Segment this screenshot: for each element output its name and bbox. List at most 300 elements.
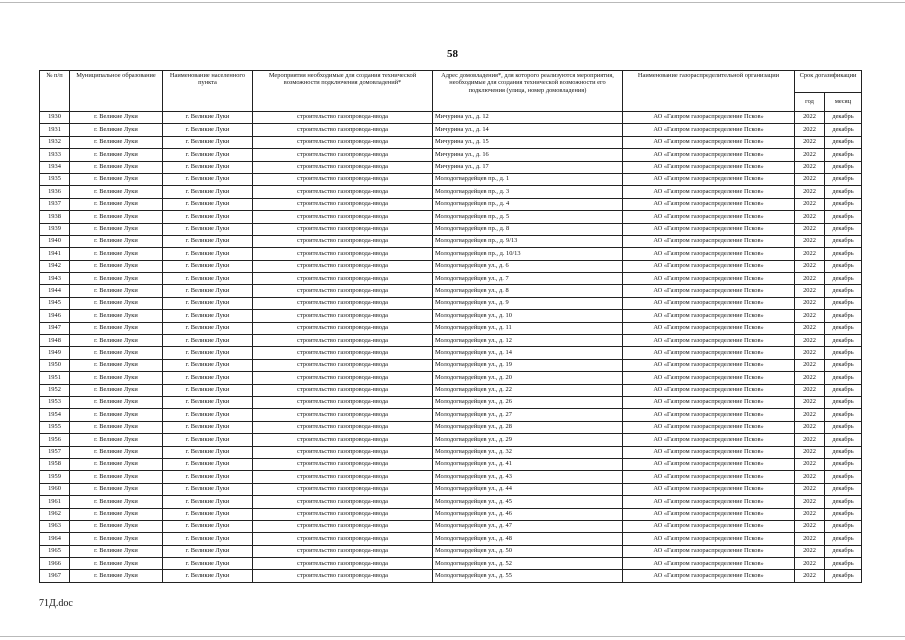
cell-organization: АО «Газпром газораспределение Псков»: [623, 396, 795, 408]
cell-month: декабрь: [825, 310, 862, 322]
cell-num: 1959: [40, 471, 70, 483]
cell-address: Молодогвардейцев ул., д. 26: [433, 396, 623, 408]
cell-locality: г. Великие Луки: [163, 285, 253, 297]
cell-activity: строительство газопровода-ввода: [253, 558, 433, 570]
cell-municipality: г. Великие Луки: [70, 483, 163, 495]
cell-municipality: г. Великие Луки: [70, 533, 163, 545]
cell-municipality: г. Великие Луки: [70, 112, 163, 124]
cell-year: 2022: [795, 235, 825, 247]
scan-artifact-top: [0, 2, 905, 3]
cell-address: Молодогвардейцев пр., д. 3: [433, 186, 623, 198]
cell-num: 1960: [40, 483, 70, 495]
file-name-footer: 71Д.doc: [39, 598, 73, 609]
cell-municipality: г. Великие Луки: [70, 347, 163, 359]
cell-locality: г. Великие Луки: [163, 558, 253, 570]
cell-organization: АО «Газпром газораспределение Псков»: [623, 458, 795, 470]
cell-year: 2022: [795, 359, 825, 371]
cell-year: 2022: [795, 533, 825, 545]
cell-municipality: г. Великие Луки: [70, 545, 163, 557]
table-row: [40, 211, 862, 223]
cell-organization: АО «Газпром газораспределение Псков»: [623, 186, 795, 198]
cell-locality: г. Великие Луки: [163, 496, 253, 508]
cell-address: Молодогвардейцев ул., д. 12: [433, 335, 623, 347]
cell-organization: АО «Газпром газораспределение Псков»: [623, 248, 795, 260]
cell-municipality: г. Великие Луки: [70, 372, 163, 384]
cell-address: Молодогвардейцев ул., д. 6: [433, 260, 623, 272]
cell-municipality: г. Великие Луки: [70, 570, 163, 582]
cell-address: Молодогвардейцев ул., д. 50: [433, 545, 623, 557]
table-row: [40, 112, 862, 124]
cell-year: 2022: [795, 409, 825, 421]
cell-locality: г. Великие Луки: [163, 508, 253, 520]
cell-activity: строительство газопровода-ввода: [253, 458, 433, 470]
cell-municipality: г. Великие Луки: [70, 149, 163, 161]
table-row: [40, 248, 862, 260]
cell-activity: строительство газопровода-ввода: [253, 322, 433, 334]
cell-address: Молодогвардейцев ул., д. 9: [433, 297, 623, 309]
cell-month: декабрь: [825, 421, 862, 433]
table-header: [40, 71, 862, 112]
cell-month: декабрь: [825, 285, 862, 297]
cell-num: 1947: [40, 322, 70, 334]
cell-locality: г. Великие Луки: [163, 124, 253, 136]
cell-num: 1949: [40, 347, 70, 359]
header-deadline: Срок догазификации: [795, 71, 862, 93]
cell-activity: строительство газопровода-ввода: [253, 235, 433, 247]
cell-year: 2022: [795, 173, 825, 185]
cell-year: 2022: [795, 223, 825, 235]
table-row: [40, 310, 862, 322]
table-row: [40, 124, 862, 136]
cell-organization: АО «Газпром газораспределение Псков»: [623, 260, 795, 272]
cell-year: 2022: [795, 347, 825, 359]
cell-activity: строительство газопровода-ввода: [253, 434, 433, 446]
cell-locality: г. Великие Луки: [163, 136, 253, 148]
cell-address: Молодогвардейцев пр., д. 1: [433, 173, 623, 185]
cell-organization: АО «Газпром газораспределение Псков»: [623, 112, 795, 124]
table-row: [40, 558, 862, 570]
cell-locality: г. Великие Луки: [163, 161, 253, 173]
table-row: [40, 421, 862, 433]
cell-year: 2022: [795, 496, 825, 508]
cell-municipality: г. Великие Луки: [70, 186, 163, 198]
cell-municipality: г. Великие Луки: [70, 409, 163, 421]
cell-num: 1946: [40, 310, 70, 322]
cell-address: Мичурина ул., д. 16: [433, 149, 623, 161]
cell-organization: АО «Газпром газораспределение Псков»: [623, 211, 795, 223]
table-row: [40, 520, 862, 532]
cell-year: 2022: [795, 273, 825, 285]
cell-municipality: г. Великие Луки: [70, 235, 163, 247]
cell-municipality: г. Великие Луки: [70, 520, 163, 532]
cell-num: 1956: [40, 434, 70, 446]
cell-municipality: г. Великие Луки: [70, 297, 163, 309]
cell-num: 1939: [40, 223, 70, 235]
cell-municipality: г. Великие Луки: [70, 384, 163, 396]
cell-address: Молодогвардейцев ул., д. 27: [433, 409, 623, 421]
cell-year: 2022: [795, 396, 825, 408]
cell-municipality: г. Великие Луки: [70, 173, 163, 185]
cell-num: 1940: [40, 235, 70, 247]
cell-num: 1957: [40, 446, 70, 458]
table-row: [40, 359, 862, 371]
cell-year: 2022: [795, 161, 825, 173]
cell-month: декабрь: [825, 112, 862, 124]
cell-organization: АО «Газпром газораспределение Псков»: [623, 297, 795, 309]
table-row: [40, 533, 862, 545]
cell-num: 1934: [40, 161, 70, 173]
cell-activity: строительство газопровода-ввода: [253, 124, 433, 136]
cell-address: Мичурина ул., д. 14: [433, 124, 623, 136]
cell-locality: г. Великие Луки: [163, 446, 253, 458]
cell-locality: г. Великие Луки: [163, 223, 253, 235]
cell-locality: г. Великие Луки: [163, 173, 253, 185]
header-locality: Наименование населенного пункта: [163, 71, 253, 112]
cell-organization: АО «Газпром газораспределение Псков»: [623, 471, 795, 483]
cell-municipality: г. Великие Луки: [70, 285, 163, 297]
cell-month: декабрь: [825, 248, 862, 260]
header-month: месяц: [825, 93, 862, 112]
cell-year: 2022: [795, 186, 825, 198]
cell-activity: строительство газопровода-ввода: [253, 372, 433, 384]
table-row: [40, 285, 862, 297]
cell-month: декабрь: [825, 446, 862, 458]
cell-year: 2022: [795, 149, 825, 161]
cell-locality: г. Великие Луки: [163, 483, 253, 495]
cell-municipality: г. Великие Луки: [70, 273, 163, 285]
cell-address: Молодогвардейцев ул., д. 7: [433, 273, 623, 285]
cell-month: декабрь: [825, 545, 862, 557]
cell-municipality: г. Великие Луки: [70, 223, 163, 235]
cell-activity: строительство газопровода-ввода: [253, 396, 433, 408]
cell-num: 1951: [40, 372, 70, 384]
cell-year: 2022: [795, 248, 825, 260]
cell-locality: г. Великие Луки: [163, 248, 253, 260]
cell-address: Молодогвардейцев ул., д. 43: [433, 471, 623, 483]
cell-activity: строительство газопровода-ввода: [253, 149, 433, 161]
cell-municipality: г. Великие Луки: [70, 458, 163, 470]
cell-activity: строительство газопровода-ввода: [253, 496, 433, 508]
cell-locality: г. Великие Луки: [163, 310, 253, 322]
table-row: [40, 471, 862, 483]
cell-month: декабрь: [825, 235, 862, 247]
cell-activity: строительство газопровода-ввода: [253, 211, 433, 223]
cell-activity: строительство газопровода-ввода: [253, 421, 433, 433]
cell-locality: г. Великие Луки: [163, 458, 253, 470]
cell-num: 1941: [40, 248, 70, 260]
cell-municipality: г. Великие Луки: [70, 446, 163, 458]
cell-municipality: г. Великие Луки: [70, 260, 163, 272]
cell-month: декабрь: [825, 372, 862, 384]
cell-num: 1965: [40, 545, 70, 557]
cell-organization: АО «Газпром газораспределение Псков»: [623, 149, 795, 161]
table-row: [40, 186, 862, 198]
cell-address: Молодогвардейцев ул., д. 45: [433, 496, 623, 508]
cell-num: 1958: [40, 458, 70, 470]
cell-activity: строительство газопровода-ввода: [253, 136, 433, 148]
cell-locality: г. Великие Луки: [163, 471, 253, 483]
cell-year: 2022: [795, 508, 825, 520]
cell-address: Молодогвардейцев пр., д. 10/13: [433, 248, 623, 260]
cell-organization: АО «Газпром газораспределение Псков»: [623, 285, 795, 297]
cell-municipality: г. Великие Луки: [70, 198, 163, 210]
table-row: [40, 198, 862, 210]
table-row: [40, 409, 862, 421]
cell-organization: АО «Газпром газораспределение Псков»: [623, 533, 795, 545]
cell-num: 1948: [40, 335, 70, 347]
cell-activity: строительство газопровода-ввода: [253, 223, 433, 235]
table-row: [40, 570, 862, 582]
cell-address: Молодогвардейцев ул., д. 47: [433, 520, 623, 532]
cell-num: 1933: [40, 149, 70, 161]
cell-address: Мичурина ул., д. 15: [433, 136, 623, 148]
cell-year: 2022: [795, 335, 825, 347]
cell-month: декабрь: [825, 483, 862, 495]
cell-month: декабрь: [825, 136, 862, 148]
header-municipality: Муниципальное образование: [70, 71, 163, 112]
cell-month: декабрь: [825, 335, 862, 347]
table-row: [40, 136, 862, 148]
cell-activity: строительство газопровода-ввода: [253, 570, 433, 582]
cell-locality: г. Великие Луки: [163, 533, 253, 545]
cell-month: декабрь: [825, 409, 862, 421]
cell-locality: г. Великие Луки: [163, 235, 253, 247]
table-row: [40, 322, 862, 334]
cell-month: декабрь: [825, 223, 862, 235]
gasification-table: [39, 70, 862, 583]
cell-num: 1967: [40, 570, 70, 582]
cell-address: Молодогвардейцев ул., д. 19: [433, 359, 623, 371]
table-row: [40, 335, 862, 347]
cell-num: 1962: [40, 508, 70, 520]
cell-locality: г. Великие Луки: [163, 322, 253, 334]
cell-locality: г. Великие Луки: [163, 520, 253, 532]
cell-locality: г. Великие Луки: [163, 409, 253, 421]
cell-year: 2022: [795, 297, 825, 309]
cell-num: 1961: [40, 496, 70, 508]
cell-num: 1936: [40, 186, 70, 198]
cell-year: 2022: [795, 446, 825, 458]
cell-year: 2022: [795, 471, 825, 483]
cell-activity: строительство газопровода-ввода: [253, 173, 433, 185]
table-row: [40, 384, 862, 396]
cell-organization: АО «Газпром газораспределение Псков»: [623, 273, 795, 285]
cell-num: 1944: [40, 285, 70, 297]
cell-month: декабрь: [825, 471, 862, 483]
cell-year: 2022: [795, 260, 825, 272]
cell-address: Молодогвардейцев ул., д. 28: [433, 421, 623, 433]
table-container: [39, 70, 862, 583]
header-activity: Мероприятия необходимые для создания технической возможности подключения домовладений*: [253, 71, 433, 112]
table-row: [40, 372, 862, 384]
table-row: [40, 483, 862, 495]
cell-year: 2022: [795, 198, 825, 210]
cell-address: Молодогвардейцев ул., д. 29: [433, 434, 623, 446]
cell-year: 2022: [795, 112, 825, 124]
cell-activity: строительство газопровода-ввода: [253, 471, 433, 483]
cell-locality: г. Великие Луки: [163, 260, 253, 272]
cell-activity: строительство газопровода-ввода: [253, 384, 433, 396]
cell-month: декабрь: [825, 273, 862, 285]
cell-locality: г. Великие Луки: [163, 570, 253, 582]
cell-locality: г. Великие Луки: [163, 112, 253, 124]
cell-municipality: г. Великие Луки: [70, 496, 163, 508]
table-row: [40, 446, 862, 458]
cell-num: 1955: [40, 421, 70, 433]
cell-organization: АО «Газпром газораспределение Псков»: [623, 421, 795, 433]
table-row: [40, 161, 862, 173]
table-row: [40, 347, 862, 359]
scan-artifact-bottom: [0, 636, 905, 637]
cell-month: декабрь: [825, 211, 862, 223]
cell-organization: АО «Газпром газораспределение Псков»: [623, 446, 795, 458]
cell-month: декабрь: [825, 186, 862, 198]
cell-locality: г. Великие Луки: [163, 384, 253, 396]
cell-address: Молодогвардейцев пр., д. 8: [433, 223, 623, 235]
cell-locality: г. Великие Луки: [163, 545, 253, 557]
cell-address: Молодогвардейцев пр., д. 4: [433, 198, 623, 210]
cell-organization: АО «Газпром газораспределение Псков»: [623, 496, 795, 508]
cell-month: декабрь: [825, 347, 862, 359]
cell-address: Молодогвардейцев ул., д. 11: [433, 322, 623, 334]
cell-locality: г. Великие Луки: [163, 347, 253, 359]
table-row: [40, 149, 862, 161]
page-number: 58: [447, 48, 458, 60]
cell-organization: АО «Газпром газораспределение Псков»: [623, 520, 795, 532]
cell-month: декабрь: [825, 458, 862, 470]
cell-organization: АО «Газпром газораспределение Псков»: [623, 434, 795, 446]
cell-organization: АО «Газпром газораспределение Псков»: [623, 570, 795, 582]
header-address: Адрес домовладения*, для которого реализуются мероприятия, необходимые для создания технической возможности его подключения (улица, номер домовладения): [433, 71, 623, 112]
cell-year: 2022: [795, 458, 825, 470]
cell-address: Молодогвардейцев ул., д. 55: [433, 570, 623, 582]
cell-num: 1942: [40, 260, 70, 272]
cell-month: декабрь: [825, 508, 862, 520]
cell-municipality: г. Великие Луки: [70, 359, 163, 371]
table-row: [40, 434, 862, 446]
cell-address: Молодогвардейцев ул., д. 44: [433, 483, 623, 495]
cell-organization: АО «Газпром газораспределение Псков»: [623, 161, 795, 173]
cell-municipality: г. Великие Луки: [70, 161, 163, 173]
cell-year: 2022: [795, 285, 825, 297]
cell-activity: строительство газопровода-ввода: [253, 359, 433, 371]
table-row: [40, 273, 862, 285]
cell-num: 1931: [40, 124, 70, 136]
cell-organization: АО «Газпром газораспределение Псков»: [623, 483, 795, 495]
cell-address: Молодогвардейцев ул., д. 52: [433, 558, 623, 570]
cell-month: декабрь: [825, 198, 862, 210]
cell-num: 1943: [40, 273, 70, 285]
cell-year: 2022: [795, 520, 825, 532]
cell-year: 2022: [795, 310, 825, 322]
cell-organization: АО «Газпром газораспределение Псков»: [623, 558, 795, 570]
cell-num: 1935: [40, 173, 70, 185]
cell-year: 2022: [795, 483, 825, 495]
cell-address: Молодогвардейцев ул., д. 46: [433, 508, 623, 520]
cell-num: 1950: [40, 359, 70, 371]
cell-month: декабрь: [825, 520, 862, 532]
cell-organization: АО «Газпром газораспределение Псков»: [623, 310, 795, 322]
cell-organization: АО «Газпром газораспределение Псков»: [623, 223, 795, 235]
cell-organization: АО «Газпром газораспределение Псков»: [623, 384, 795, 396]
cell-organization: АО «Газпром газораспределение Псков»: [623, 124, 795, 136]
table-row: [40, 458, 862, 470]
cell-address: Молодогвардейцев ул., д. 41: [433, 458, 623, 470]
cell-month: декабрь: [825, 260, 862, 272]
cell-year: 2022: [795, 124, 825, 136]
table-row: [40, 496, 862, 508]
cell-activity: строительство газопровода-ввода: [253, 260, 433, 272]
cell-activity: строительство газопровода-ввода: [253, 533, 433, 545]
cell-organization: АО «Газпром газораспределение Псков»: [623, 136, 795, 148]
cell-month: декабрь: [825, 297, 862, 309]
cell-municipality: г. Великие Луки: [70, 508, 163, 520]
cell-num: 1953: [40, 396, 70, 408]
table-row: [40, 173, 862, 185]
cell-municipality: г. Великие Луки: [70, 471, 163, 483]
cell-activity: строительство газопровода-ввода: [253, 520, 433, 532]
cell-address: Молодогвардейцев ул., д. 22: [433, 384, 623, 396]
cell-month: декабрь: [825, 396, 862, 408]
cell-municipality: г. Великие Луки: [70, 434, 163, 446]
cell-month: декабрь: [825, 149, 862, 161]
cell-year: 2022: [795, 384, 825, 396]
table-row: [40, 508, 862, 520]
cell-organization: АО «Газпром газораспределение Псков»: [623, 198, 795, 210]
header-num: № п/п: [40, 71, 70, 112]
cell-activity: строительство газопровода-ввода: [253, 483, 433, 495]
cell-month: декабрь: [825, 161, 862, 173]
cell-organization: АО «Газпром газораспределение Псков»: [623, 235, 795, 247]
cell-num: 1963: [40, 520, 70, 532]
cell-year: 2022: [795, 372, 825, 384]
cell-month: декабрь: [825, 384, 862, 396]
cell-locality: г. Великие Луки: [163, 211, 253, 223]
cell-locality: г. Великие Луки: [163, 273, 253, 285]
cell-municipality: г. Великие Луки: [70, 124, 163, 136]
cell-year: 2022: [795, 211, 825, 223]
table-row: [40, 545, 862, 557]
cell-num: 1954: [40, 409, 70, 421]
cell-activity: строительство газопровода-ввода: [253, 186, 433, 198]
cell-address: Молодогвардейцев ул., д. 10: [433, 310, 623, 322]
cell-organization: АО «Газпром газораспределение Псков»: [623, 372, 795, 384]
cell-num: 1945: [40, 297, 70, 309]
cell-year: 2022: [795, 558, 825, 570]
cell-activity: строительство газопровода-ввода: [253, 335, 433, 347]
cell-address: Молодогвардейцев ул., д. 8: [433, 285, 623, 297]
cell-municipality: г. Великие Луки: [70, 396, 163, 408]
cell-activity: строительство газопровода-ввода: [253, 446, 433, 458]
table-row: [40, 396, 862, 408]
cell-month: декабрь: [825, 173, 862, 185]
cell-year: 2022: [795, 545, 825, 557]
cell-month: декабрь: [825, 322, 862, 334]
table-body: [40, 112, 862, 583]
cell-municipality: г. Великие Луки: [70, 248, 163, 260]
cell-locality: г. Великие Луки: [163, 297, 253, 309]
cell-address: Молодогвардейцев ул., д. 32: [433, 446, 623, 458]
cell-municipality: г. Великие Луки: [70, 335, 163, 347]
cell-activity: строительство газопровода-ввода: [253, 248, 433, 260]
cell-municipality: г. Великие Луки: [70, 136, 163, 148]
cell-locality: г. Великие Луки: [163, 359, 253, 371]
cell-locality: г. Великие Луки: [163, 434, 253, 446]
cell-address: Молодогвардейцев ул., д. 20: [433, 372, 623, 384]
table-row: [40, 235, 862, 247]
cell-locality: г. Великие Луки: [163, 421, 253, 433]
cell-month: декабрь: [825, 496, 862, 508]
